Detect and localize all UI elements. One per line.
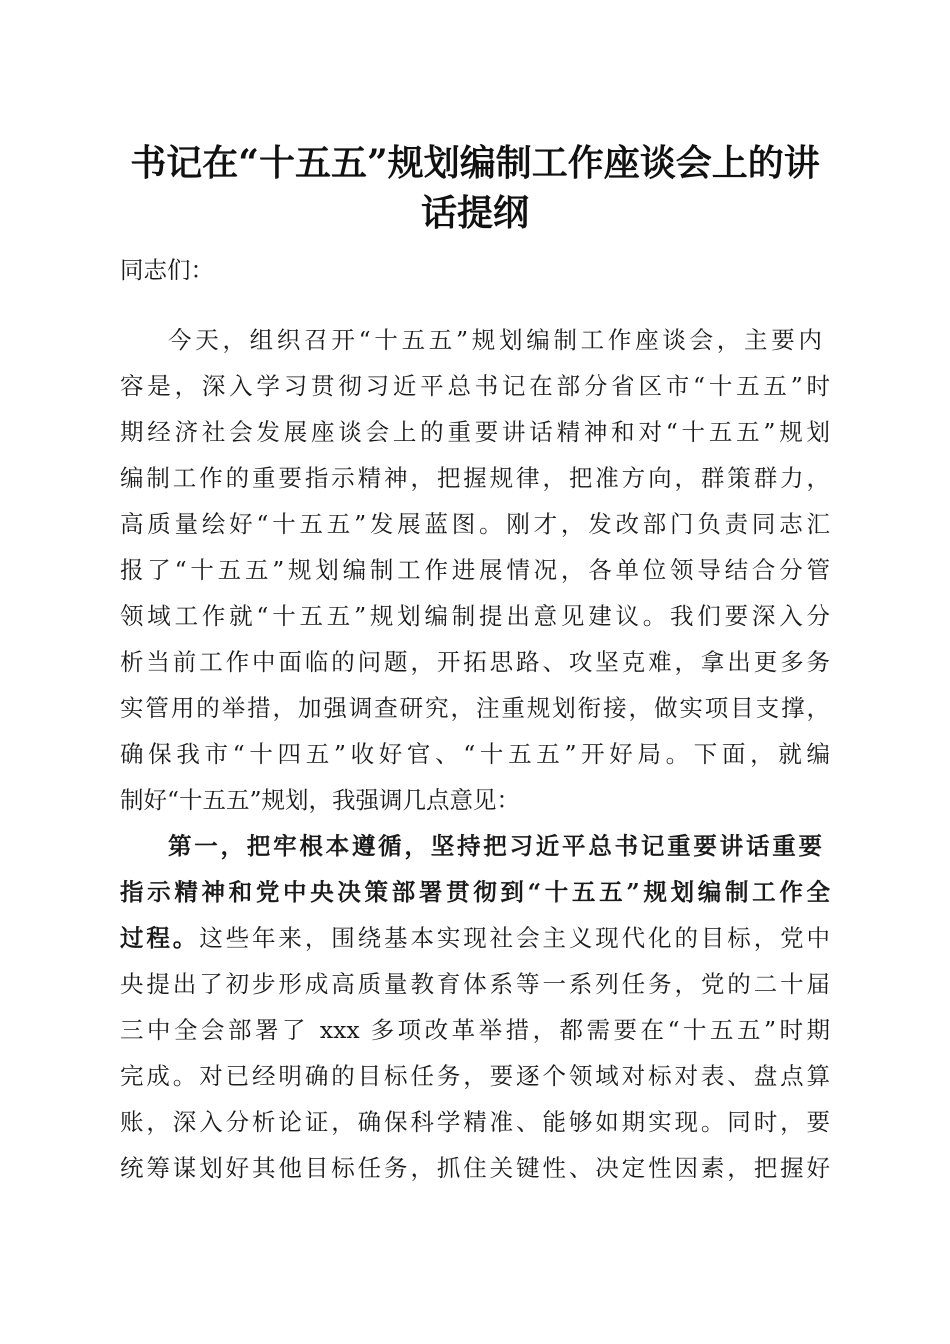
paragraph-2-line: 统筹谋划好其他目标任务，抓住关键性、决定性因素，把握好 <box>120 1154 830 1182</box>
paragraph-2-line: 央提出了初步形成高质量教育体系等一系列任务，党的二十届 <box>120 970 830 998</box>
paragraph-2-text: 这些年来，围绕基本实现社会主义现代化的目标，党中 <box>199 924 830 952</box>
paragraph-1-line: 报了“十五五”规划编制工作进展情况，各单位领导结合分管 <box>120 556 830 584</box>
paragraph-2-line: 完成。对已经明确的目标任务，要逐个领域对标对表、盘点算 <box>120 1062 830 1090</box>
paragraph-1-line: 领域工作就“十五五”规划编制提出意见建议。我们要深入分 <box>120 602 830 630</box>
salutation: 同志们： <box>120 256 214 284</box>
paragraph-2-line-mixed <box>120 922 830 954</box>
paragraph-1-line: 制好“十五五”规划，我强调几点意见： <box>120 786 521 814</box>
paragraph-2-heading-line: 指示精神和党中央决策部署贯彻到“十五五”规划编制工作全 <box>120 878 830 906</box>
paragraph-1-line: 析当前工作中面临的问题，开拓思路、攻坚克难，拿出更多务 <box>120 648 830 676</box>
paragraph-1-line: 期经济社会发展座谈会上的重要讲话精神和对“十五五”规划 <box>120 418 830 446</box>
paragraph-1-line: 今天，组织召开“十五五”规划编制工作座谈会，主要内 <box>168 326 822 354</box>
paragraph-2-line: 三中全会部署了 xxx 多项改革举措，都需要在“十五五”时期 <box>120 1016 830 1044</box>
paragraph-1-line: 高质量绘好“十五五”发展蓝图。刚才，发改部门负责同志汇 <box>120 510 830 538</box>
paragraph-1-line: 容是，深入学习贯彻习近平总书记在部分省区市“十五五”时 <box>120 372 830 400</box>
paragraph-2-heading-line: 第一，把牢根本遵循，坚持把习近平总书记重要讲话重要 <box>168 832 822 860</box>
paragraph-1-line: 确保我市“十四五”收好官、“十五五”开好局。下面，就编 <box>120 740 830 768</box>
document-title-line-2: 话提纲 <box>420 192 529 234</box>
paragraph-1-line: 实管用的举措，加强调查研究，注重规划衔接，做实项目支撑， <box>120 694 830 722</box>
paragraph-2-heading-end: 过程。 <box>120 924 200 952</box>
paragraph-1-line: 编制工作的重要指示精神，把握规律，把准方向，群策群力， <box>120 464 830 492</box>
document-title-line-1: 书记在“十五五”规划编制工作座谈会上的讲 <box>130 142 820 184</box>
paragraph-2-line: 账，深入分析论证，确保科学精准、能够如期实现。同时，要 <box>120 1108 830 1136</box>
